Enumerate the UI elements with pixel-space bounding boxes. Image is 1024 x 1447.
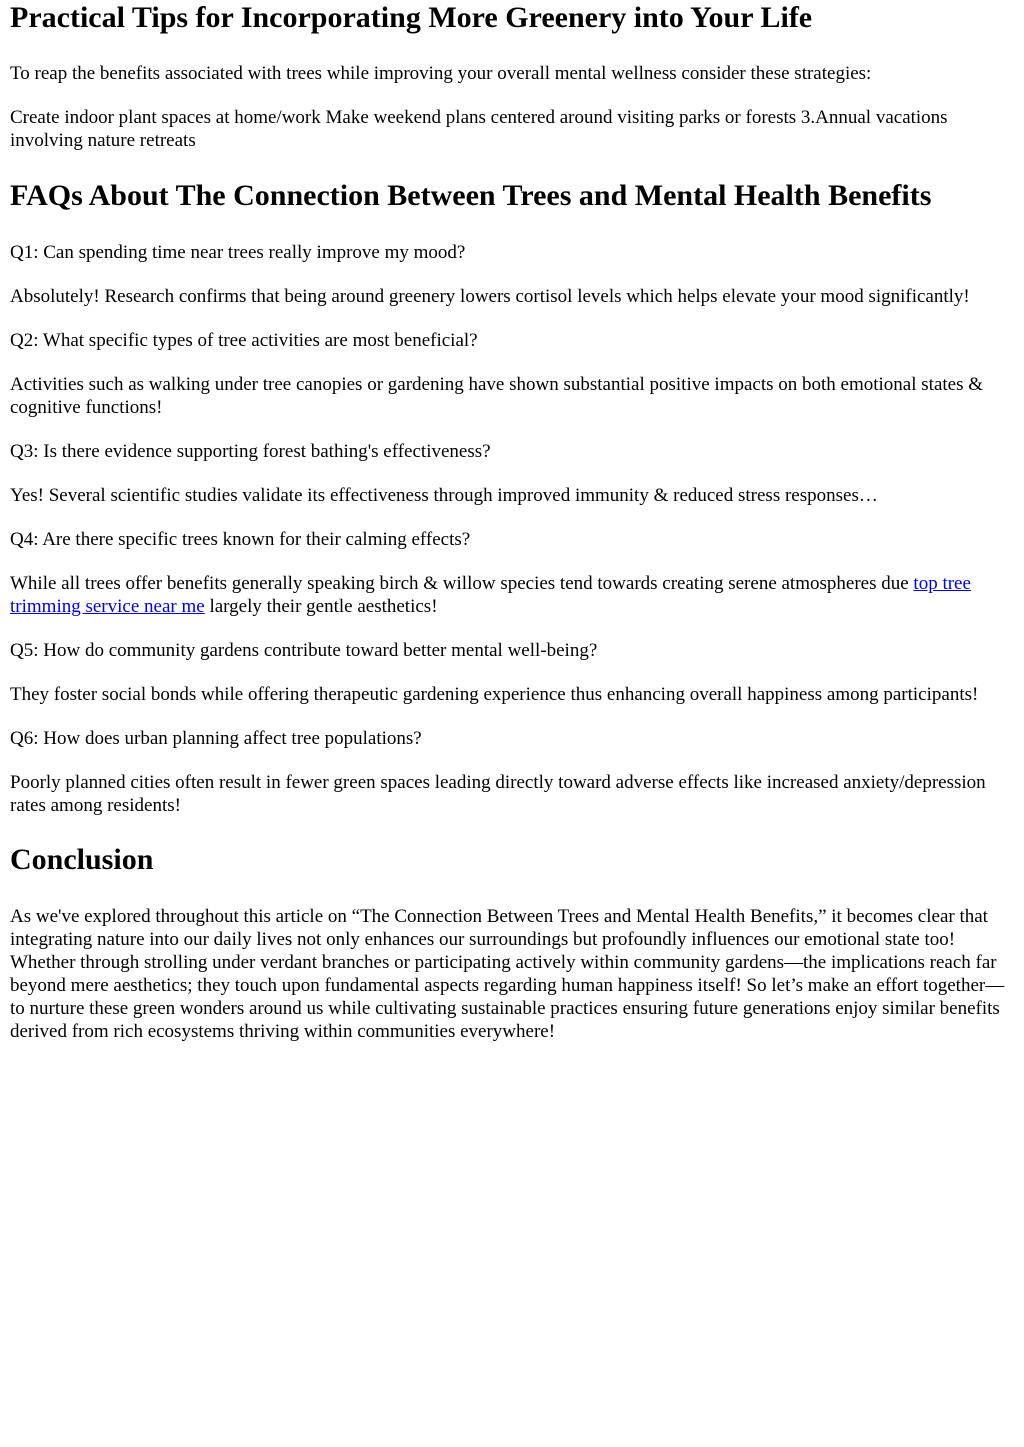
faq-answer-5: They foster social bonds while offering therapeutic gardening experience thus enhancing overall happiness among participants! [10,684,979,705]
faq-question-4: Q4: Are there specific trees known for their calming effects? [10,529,471,550]
conclusion-body: As we've explored throughout this article on “The Connection Between Trees and Mental Health Benefits,” it becomes clear that integrating nature into our daily lives not only enhances our surroundings but profoundly influences our emotional state too! Whether through strolling under verdant branches or participating actively within community gardens—the implications reach far beyond mere aesthetics; they touch upon fundamental aspects regarding human happiness itself! So let’s make an effort together—to nurture these green wonders around us while cultivating sustainable practices ensuring future generations enjoy similar benefits derived from rich ecosystems thriving within communities everywhere! [10,906,1005,1042]
faq-answer-2: Activities such as walking under tree canopies or gardening have shown substantial positive impacts on both emotional states & cognitive functions! [10,374,984,418]
conclusion-heading: Conclusion [10,843,154,876]
practical-tips-heading: Practical Tips for Incorporating More Greenery into Your Life [10,1,813,34]
faq-question-3: Q3: Is there evidence supporting forest bathing's effectiveness? [10,441,491,462]
faq-question-2: Q2: What specific types of tree activities are most beneficial? [10,330,478,351]
faq-answer-1: Absolutely! Research confirms that being around greenery lowers cortisol levels which helps elevate your mood significantly! [10,286,970,307]
practical-tips-intro: To reap the benefits associated with trees while improving your overall mental wellness consider these strategies: [10,63,872,84]
faq-question-6: Q6: How does urban planning affect tree populations? [10,728,422,749]
practical-tips-list: Create indoor plant spaces at home/work Make weekend plans centered around visiting parks or forests 3.Annual vacations involving nature retreats [10,107,948,151]
faq-answer-4 [10,572,1014,618]
article [10,1,1014,1043]
tree-trimming-service-link[interactable]: top tree trimming service near me [10,573,971,617]
faq-answer-6: Poorly planned cities often result in fewer green spaces leading directly toward adverse effects like increased anxiety/depression rates among residents! [10,772,986,816]
faq-answer-4-text-start: While all trees offer benefits generally speaking birch & willow species tend towards creating serene atmospheres due [10,573,914,594]
faq-question-5: Q5: How do community gardens contribute toward better mental well-being? [10,640,598,661]
faq-question-1: Q1: Can spending time near trees really improve my mood? [10,242,466,263]
faq-answer-3: Yes! Several scientific studies validate its effectiveness through improved immunity & reduced stress responses… [10,485,878,506]
faq-answer-4-text-end: largely their gentle aesthetics! [204,596,438,617]
faqs-heading: FAQs About The Connection Between Trees and Mental Health Benefits [10,179,932,212]
